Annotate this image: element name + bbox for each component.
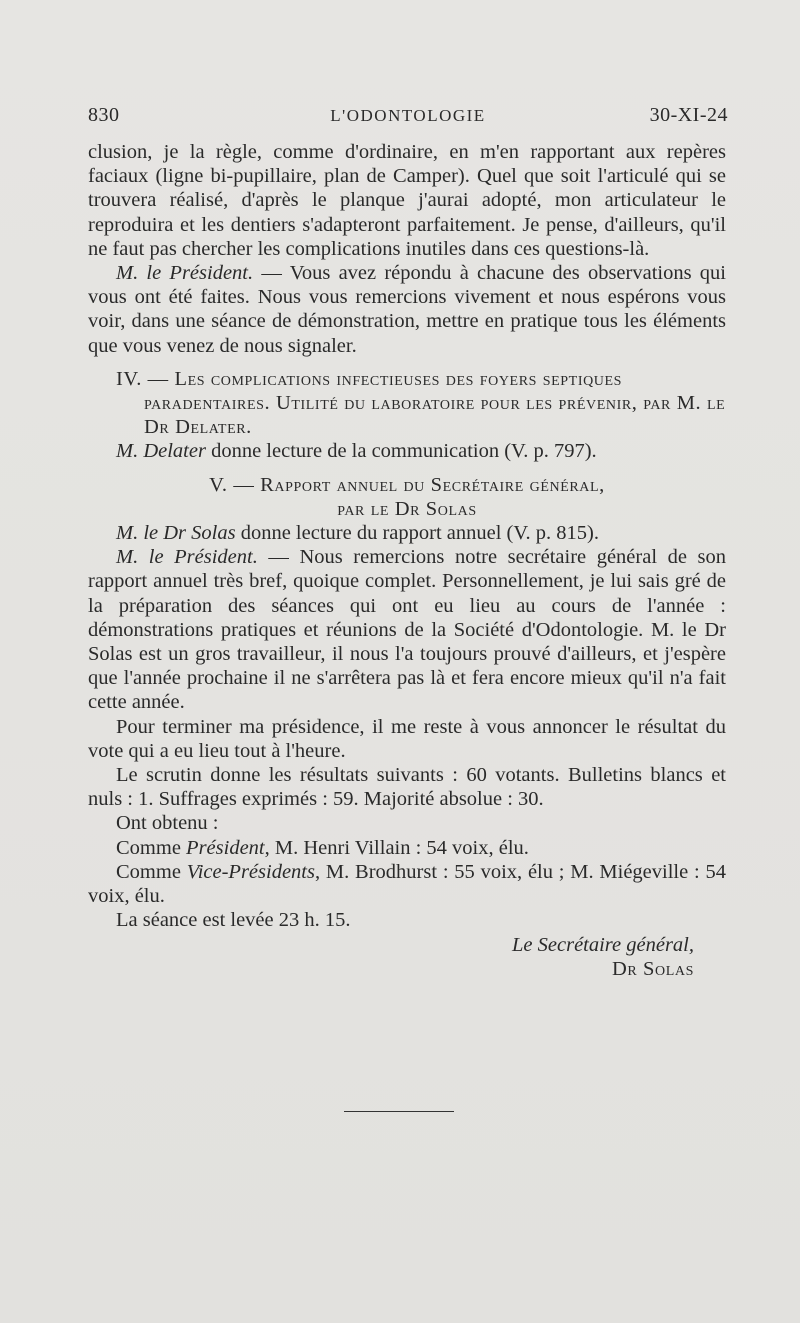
paragraph-obtained: Ont obtenu : — [116, 812, 219, 835]
paragraph-delater — [88, 439, 726, 463]
page-number: 830 — [88, 104, 120, 126]
speaker-name: M. le Dr Solas — [116, 522, 236, 545]
speaker-name: M. le Président. — [116, 546, 258, 569]
signature-title: Le Secrétaire général, — [512, 933, 694, 956]
journal-title: L'ODONTOLOGIE — [330, 106, 486, 125]
section-heading-iv: IV. — Les complications infectieuses des foyers septiques paradentaires. Utilité du laboratoire pour les prévenir, par M. le Dr Delater. — [116, 367, 726, 439]
speaker-name: M. le Président. — [116, 262, 254, 285]
paragraph-president-reply — [88, 261, 726, 358]
paragraph-president-thanks — [88, 545, 726, 714]
issue-date: 30-XI-24 — [649, 104, 728, 126]
paragraph-vote-intro: Pour terminer ma présidence, il me reste à vous annoncer le résultat du vote qui a eu lieu tout à l'heure. — [88, 715, 726, 762]
paragraph-vote-results: Le scrutin donne les résultats suivants : 60 votants. Bulletins blancs et nuls : 1. Suffrages exprimés : 59. Majorité absolue : 30. — [88, 764, 726, 811]
speech-text: donne lecture de la communication (V. p. 797). — [205, 440, 597, 463]
speech-text: donne lecture du rapport annuel (V. p. 815). — [235, 522, 599, 545]
speech-text: — Vous avez répondu à chacune des observations qui vous ont été faites. Nous vous remercions vivement et nous espérons vous voir, dans une séance de démonstration, mettre en pratique tous les éléments que vous venez de nous signaler. — [88, 262, 726, 357]
paragraph-vice-presidents-elected: Comme Vice-Présidents, M. Brodhurst : 55 voix, élu ; M. Miégeville : 54 voix, élu. — [88, 860, 726, 908]
section-heading-v-byline: par le Dr Solas — [337, 497, 477, 520]
role-title: Vice-Présidents — [186, 860, 315, 883]
paragraph-continuation: clusion, je la règle, comme d'ordinaire, en m'en rapportant aux repères faciaux (ligne bi-pupillaire, plan de Camper). Quel que soit l'articulé qui se trouvera réalisé, d'après le planque j'aurai adopté, mon articulateur le reproduira et les dentiers s'adapteront parfaitement. Je pense, d'ailleurs, qu'il ne faut pas chercher les complications inutiles dans ces questions-là. — [88, 141, 726, 260]
end-rule — [344, 1111, 454, 1112]
section-heading-v: V. — Rapport annuel du Secrétaire général, — [209, 473, 605, 496]
paragraph-president-elected: Comme Président, M. Henri Villain : 54 voix, élu. — [116, 836, 529, 859]
speech-text: — Nous remercions notre secrétaire général de son rapport annuel très bref, quoique complet. Personnellement, je lui sais gré de la préparation des séances qui ont eu lieu au cours de l'année : démonstrations pratiques et réunions de la Société d'Odontologie. M. le Dr Solas est un gros travailleur, il nous l'a toujours prouvé d'ailleurs, et j'espère que l'année prochaine il ne s'arrêtera pas là et fera encore mieux qu'il n'a fait cette année. — [88, 546, 726, 714]
paragraph-solas — [88, 521, 726, 545]
signature-name: Dr Solas — [611, 957, 694, 980]
role-title: Président — [186, 836, 265, 859]
page-body — [88, 140, 726, 981]
speaker-name: M. Delater — [116, 440, 206, 463]
paragraph-closing: La séance est levée 23 h. 15. — [116, 909, 351, 932]
